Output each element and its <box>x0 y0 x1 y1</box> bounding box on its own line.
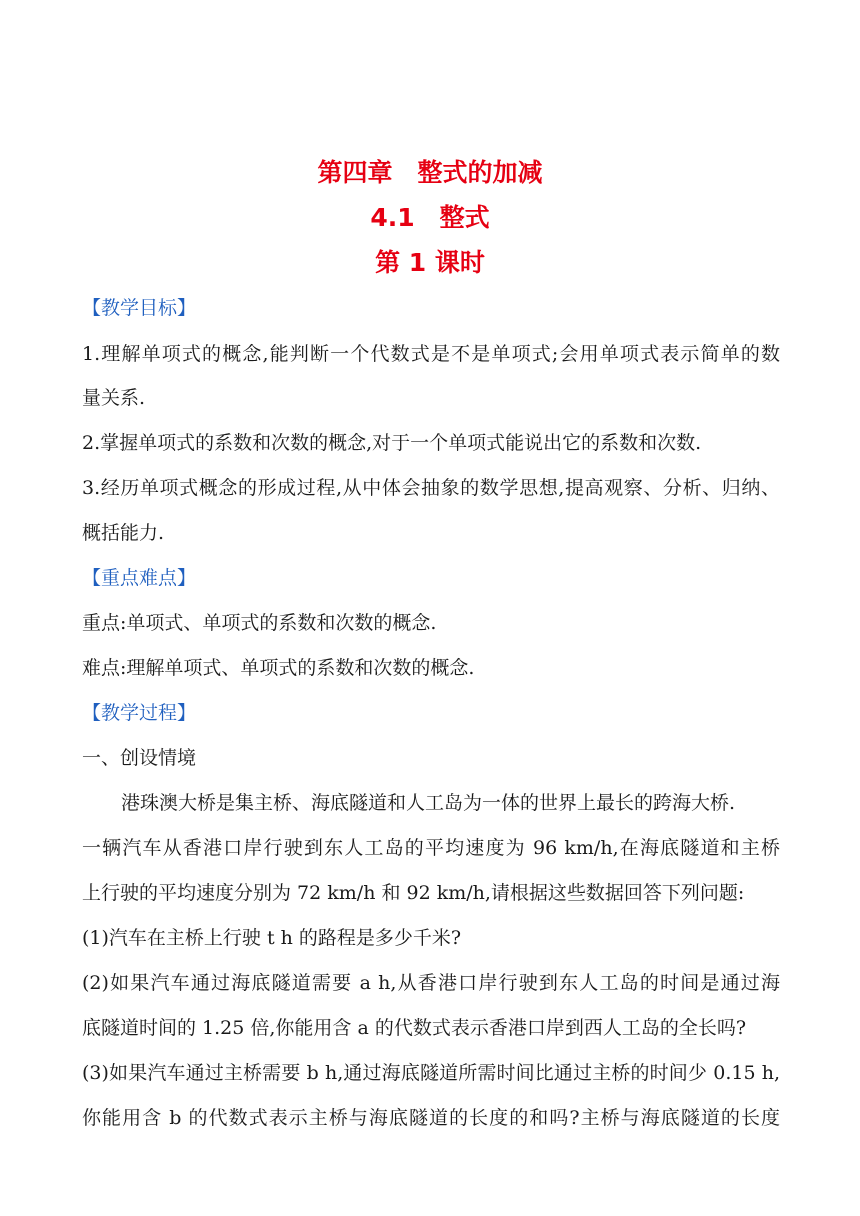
objective-1-line-1: 1.理解单项式的概念,能判断一个代数式是不是单项式;会用单项式表示简单的数 <box>82 343 780 365</box>
objectives-heading: 【教学目标】 <box>82 297 197 319</box>
key-point: 重点:单项式、单项式的系数和次数的概念. <box>82 612 437 634</box>
keypoints-heading: 【重点难点】 <box>82 567 197 589</box>
question-3-line-1: (3)如果汽车通过主桥需要 b h,通过海底隧道所需时间比通过主桥的时间少 0.15 h, <box>82 1062 780 1084</box>
question-2-line-1: (2)如果汽车通过海底隧道需要 a h,从香港口岸行驶到东人工岛的时间是通过海 <box>82 972 780 994</box>
chapter-title: 第四章 整式的加减 <box>317 158 543 187</box>
section-title: 4.1 整式 <box>370 203 490 232</box>
lesson-title: 第 1 课时 <box>375 248 485 277</box>
process-heading: 【教学过程】 <box>82 702 197 724</box>
difficult-point: 难点:理解单项式、单项式的系数和次数的概念. <box>82 657 475 679</box>
part-1-title: 一、创设情境 <box>82 747 197 769</box>
question-3-line-2: 你能用含 b 的代数式表示主桥与海底隧道的长度的和吗?主桥与海底隧道的长度 <box>82 1107 780 1129</box>
intro-line-3: 上行驶的平均速度分别为 72 km/h 和 92 km/h,请根据这些数据回答下列问题: <box>82 882 745 904</box>
question-2-line-2: 底隧道时间的 1.25 倍,你能用含 a 的代数式表示香港口岸到西人工岛的全长吗? <box>82 1017 747 1039</box>
intro-line-1: 港珠澳大桥是集主桥、海底隧道和人工岛为一体的世界上最长的跨海大桥. <box>121 792 736 814</box>
objective-1-line-2: 量关系. <box>82 387 146 409</box>
question-1: (1)汽车在主桥上行驶 t h 的路程是多少千米? <box>82 927 462 949</box>
objective-3-line-2: 概括能力. <box>82 522 165 544</box>
objective-3-line-1: 3.经历单项式概念的形成过程,从中体会抽象的数学思想,提高观察、分析、归纳、 <box>82 477 780 499</box>
objective-2: 2.掌握单项式的系数和次数的概念,对于一个单项式能说出它的系数和次数. <box>82 432 702 454</box>
intro-line-2: 一辆汽车从香港口岸行驶到东人工岛的平均速度为 96 km/h,在海底隧道和主桥 <box>82 837 780 859</box>
